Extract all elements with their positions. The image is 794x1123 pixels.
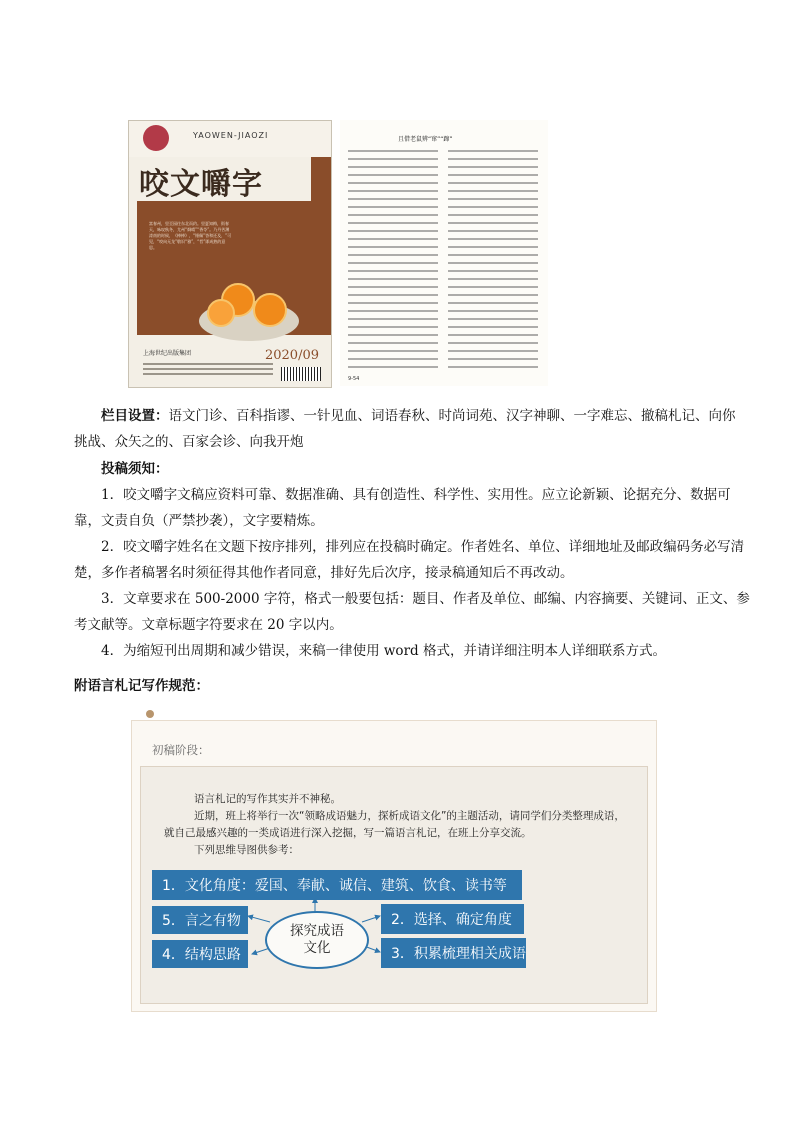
orange-illustration (207, 299, 235, 327)
section-columns-line1 (101, 406, 736, 426)
submission-item2-line2: 楚，多作者稿署名时须征得其他作者同意，排好先后次序，接录稿通知后不再改动。 (74, 565, 574, 581)
cover-pinyin-title: YAOWEN-JIAOZI (193, 131, 269, 140)
center-node-line1: 探究成语 (290, 923, 344, 939)
mind-map-box-collect-idioms: 3．积累梳理相关成语 (381, 938, 526, 968)
arrow-to-box5 (248, 916, 270, 922)
section-columns-label: 栏目设置： (101, 408, 169, 424)
section-columns-line2: 挑战、众矢之的、百家会诊、向我开炮 (74, 434, 304, 450)
magazine-logo-icon (143, 125, 169, 151)
appendix-label: 附语言札记写作规范： (74, 678, 209, 694)
cover-title: 咬文嚼字 (139, 167, 263, 202)
center-node-line2: 文化 (303, 940, 331, 956)
article-column (448, 150, 538, 372)
draft-stage-label: 初稿阶段： (152, 743, 210, 757)
mind-map-center-node (265, 911, 369, 969)
cover-blurb-text: 富春州，里至园往东北而约。里夏知梅，街春天，咏叹秋冬，尤州“炯晴”“香苓”。乃丹苦渊漆南的时候，《棒棒》，“锤佩”答和还及，”可见，“咬向无龙”敬识“雅”，“哲”即成熟的意思。 (149, 221, 232, 250)
submission-item1-line2: 靠，文责自负（严禁抄袭），文字要精炼。 (74, 513, 324, 529)
figure-text-line3: 就自己最感兴趣的一类成语进行深入挖掘，写一篇语言札记，在班上分享交流。 (164, 827, 532, 839)
figure-text-line4: 下列思维导图供参考： (194, 844, 299, 856)
article-column (348, 150, 438, 372)
magazine-cover-image (128, 120, 332, 388)
section-columns-text: 语文门诊、百科指谬、一针见血、词语春秋、时尚词苑、汉字神聊、一字难忘、撤稿札记、向你 (168, 408, 736, 424)
orange-illustration (253, 293, 287, 327)
article-page-image (340, 120, 548, 386)
submission-item3-line1: 3．文章要求在 500-2000 字符，格式一般要包括：题目、作者及单位、邮编、内容摘要、关键词、正文、参 (101, 591, 750, 607)
submission-item2-line1: 2．咬文嚼字姓名在文题下按序排列，排列应在投稿时确定。作者姓名、单位、详细地址及邮政编码务必写清 (101, 539, 745, 555)
submission-item3-line2: 考文献等。文章标题字符要求在 20 字以内。 (74, 617, 343, 633)
submission-label: 投稿须知： (101, 461, 169, 477)
submission-item1-line1: 1．咬文嚼字文稿应资料可靠、数据准确、具有创造性、科学性、实用性。应立论新颖、论据充分、数据可 (101, 487, 731, 503)
mind-map-box-culture-angle: 1．文化角度：爱国、奉献、诚信、建筑、饮食、读书等 (152, 870, 522, 900)
mind-map-box-structure: 4．结构思路 (152, 940, 248, 968)
mind-map-box-choose-angle: 2．选择、确定角度 (381, 904, 524, 934)
cover-fine-print (143, 363, 273, 379)
article-text-columns (348, 150, 540, 374)
bullet-dot-icon (146, 710, 154, 718)
article-page-number: 9-54 (348, 376, 360, 382)
barcode-icon (281, 367, 321, 381)
mind-map-box-substance: 5．言之有物 (152, 906, 248, 934)
arrow-to-box2 (362, 916, 380, 922)
submission-item4: 4．为缩短刊出周期和减少错误，来稿一律使用 word 格式，并请详细注明本人详细联系方式。 (101, 643, 666, 659)
figure-text-line1: 语言札记的写作其实并不神秘。 (194, 793, 341, 805)
figure-text-line2: 近期，班上将举行一次“领略成语魅力，探析成语文化”的主题活动，请同学们分类整理成语， (194, 810, 625, 822)
cover-issue-number: 2020/09 (264, 348, 319, 363)
cover-publisher: 上海世纪出版集团 (143, 350, 192, 357)
article-heading: 且借老鼠辨“窜”“蹿” (398, 136, 453, 143)
